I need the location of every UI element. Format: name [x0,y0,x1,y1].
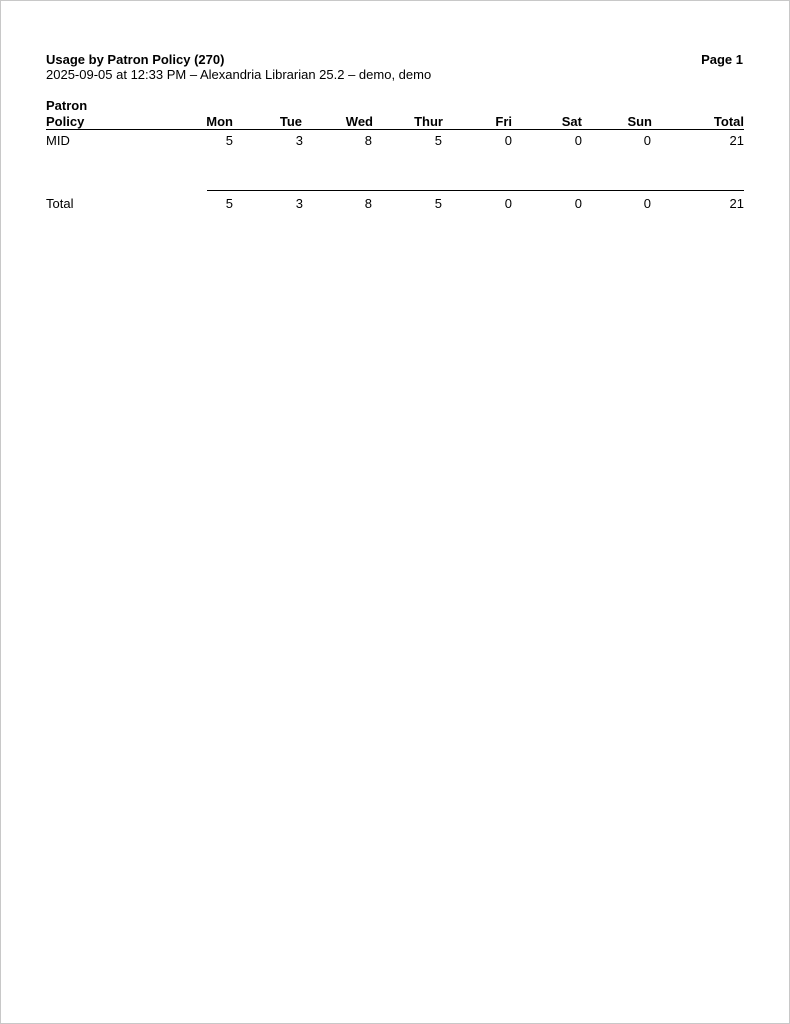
header-thur: Thur [414,114,443,129]
total-fri: 0 [504,196,512,211]
row-thur: 5 [434,133,442,148]
header-sat: Sat [561,114,582,129]
header-patron: Patron [46,98,88,113]
header-mon: Mon [206,114,233,129]
total-tue: 3 [295,196,303,211]
row-fri: 0 [504,133,512,148]
total-label: Total [46,196,74,211]
total-sat: 0 [574,196,582,211]
header-sun: Sun [627,114,652,129]
report-title: Usage by Patron Policy (270) [46,52,225,67]
total-total: 21 [729,196,744,211]
total-mon: 5 [225,196,233,211]
header-tue: Tue [279,114,302,129]
row-wed: 8 [364,133,372,148]
row-sat: 0 [574,133,582,148]
page-number: Page 1 [701,52,743,67]
total-rule [207,190,744,191]
row-label: MID [46,133,70,148]
header-policy: Policy [46,114,85,129]
row-total: 21 [729,133,744,148]
total-wed: 8 [364,196,372,211]
row-mon: 5 [225,133,233,148]
report-subtitle: 2025-09-05 at 12:33 PM – Alexandria Librarian 25.2 – demo, demo [46,67,432,82]
header-rule [46,129,744,130]
total-sun: 0 [643,196,651,211]
header-total: Total [713,114,744,129]
header-fri: Fri [495,114,512,129]
row-sun: 0 [643,133,651,148]
total-thur: 5 [434,196,442,211]
row-tue: 3 [295,133,303,148]
header-wed: Wed [345,114,373,129]
